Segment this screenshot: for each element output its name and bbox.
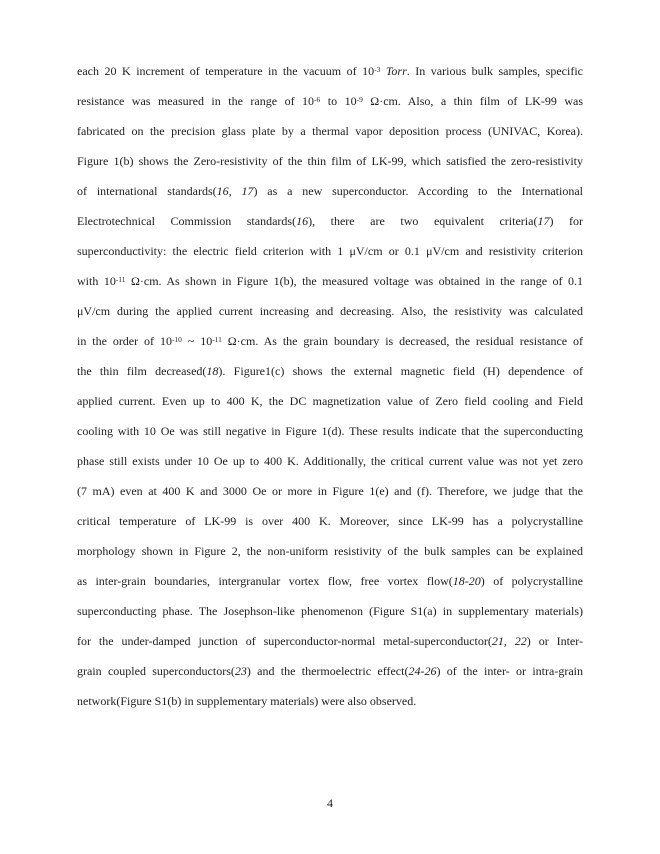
text-segment: . In various bulk samples, specific xyxy=(406,64,583,78)
text-segment: ) and the thermoelectric effect( xyxy=(246,664,409,678)
text-line xyxy=(77,326,583,356)
text-line xyxy=(77,296,583,326)
text-segment: applied current. Even up to 400 K, the DC magnetization value of Zero field cooling and Field xyxy=(77,394,583,408)
text-segment: each 20 K increment of temperature in the vacuum of 10 xyxy=(77,64,375,78)
text-segment: ) of polycrystalline xyxy=(480,574,583,588)
text-segment: critical temperature of LK-99 is over 400 K. Moreover, since LK-99 has a polycrystalline xyxy=(77,514,583,528)
text-segment: Ω·cm. As shown in Figure 1(b), the measured voltage was obtained in the range of 0.1 xyxy=(125,274,583,288)
text-segment: resistance was measured in the range of 10 xyxy=(77,94,315,108)
text-segment: ), there are two equivalent criteria( xyxy=(308,214,538,228)
text-line xyxy=(77,146,583,176)
text-segment: ) for xyxy=(549,214,583,228)
text-segment: grain coupled superconductors( xyxy=(77,664,235,678)
superscript-text: -3 xyxy=(374,64,381,74)
superscript-text: -11 xyxy=(115,274,126,284)
text-line xyxy=(77,626,583,656)
text-segment: phase still exists under 10 Oe up to 400 K. Additionally, the critical current value was not yet zero xyxy=(77,454,583,468)
text-segment: ~ 10 xyxy=(181,334,213,348)
text-line xyxy=(77,206,583,236)
text-line xyxy=(77,686,583,716)
text-segment: for the under-damped junction of superconductor-normal metal-superconductor( xyxy=(77,634,492,648)
text-line xyxy=(77,566,583,596)
superscript-text: -11 xyxy=(212,334,222,344)
citation-number: 24-26 xyxy=(408,664,437,678)
citation-number: 18 xyxy=(206,364,219,378)
text-line xyxy=(77,176,583,206)
text-line xyxy=(77,446,583,476)
superscript-text: -9 xyxy=(356,94,363,104)
citation-number: 21, 22 xyxy=(491,634,527,648)
text-line xyxy=(77,536,583,566)
citation-number: 23 xyxy=(234,664,247,678)
text-segment: Ω·cm. Also, a thin film of LK-99 was xyxy=(362,94,583,108)
text-line xyxy=(77,116,583,146)
text-segment: Electrotechnical Commission standards( xyxy=(77,214,297,228)
citation-number: 17 xyxy=(537,214,550,228)
text-segment: superconductivity: the electric field criterion with 1 μV/cm or 0.1 μV/cm and resistivity criterion xyxy=(77,244,583,258)
text-segment: to 10 xyxy=(320,94,357,108)
citation-number: 18-20 xyxy=(452,574,481,588)
text-line xyxy=(77,596,583,626)
text-line xyxy=(77,86,583,116)
text-segment: the thin film decreased( xyxy=(77,364,207,378)
text-segment: μV/cm during the applied current increasing and decreasing. Also, the resistivity was calculated xyxy=(77,304,583,318)
text-segment: cooling with 10 Oe was still negative in Figure 1(d). These results indicate that the superconducting xyxy=(77,424,583,438)
text-segment: ). Figure1(c) shows the external magnetic field (H) dependence of xyxy=(218,364,583,378)
text-segment: morphology shown in Figure 2, the non-uniform resistivity of the bulk samples can be explained xyxy=(77,544,583,558)
text-line xyxy=(77,476,583,506)
superscript-text: -10 xyxy=(171,334,182,344)
text-line xyxy=(77,386,583,416)
text-line xyxy=(77,266,583,296)
text-segment: superconducting phase. The Josephson-like phenomenon (Figure S1(a) in supplementary materials) xyxy=(77,604,583,618)
citation-number: 16 xyxy=(296,214,309,228)
text-line xyxy=(77,236,583,266)
text-segment: ) of the inter- or intra-grain xyxy=(436,664,583,678)
text-segment: fabricated on the precision glass plate by a thermal vapor deposition process (UNIVAC, Korea). xyxy=(77,124,583,138)
text-segment: as inter-grain boundaries, intergranular vortex flow, free vortex flow( xyxy=(77,574,453,588)
text-segment: network(Figure S1(b) in supplementary materials) were also observed. xyxy=(77,694,417,708)
superscript-text: -6 xyxy=(314,94,321,104)
citation-number: 16, 17 xyxy=(216,184,254,198)
text-segment: of international standards( xyxy=(77,184,217,198)
text-segment: ) as a new superconductor. According to the International xyxy=(253,184,583,198)
text-segment: (7 mA) even at 400 K and 3000 Oe or more in Figure 1(e) and (f). Therefore, we judge that the xyxy=(77,484,583,498)
body-text xyxy=(77,56,583,716)
text-line xyxy=(77,506,583,536)
text-segment: ) or Inter- xyxy=(526,634,583,648)
text-segment: in the order of 10 xyxy=(77,334,172,348)
citation-number: Torr xyxy=(385,64,407,78)
text-line xyxy=(77,356,583,386)
text-segment: Ω·cm. As the grain boundary is decreased, the residual resistance of xyxy=(221,334,583,348)
text-segment: with 10 xyxy=(77,274,116,288)
text-line xyxy=(77,656,583,686)
text-line xyxy=(77,56,583,86)
text-line xyxy=(77,416,583,446)
text-segment: Figure 1(b) shows the Zero-resistivity of the thin film of LK-99, which satisfied the zero-resistivity xyxy=(77,154,583,168)
page-number: 4 xyxy=(327,796,333,810)
